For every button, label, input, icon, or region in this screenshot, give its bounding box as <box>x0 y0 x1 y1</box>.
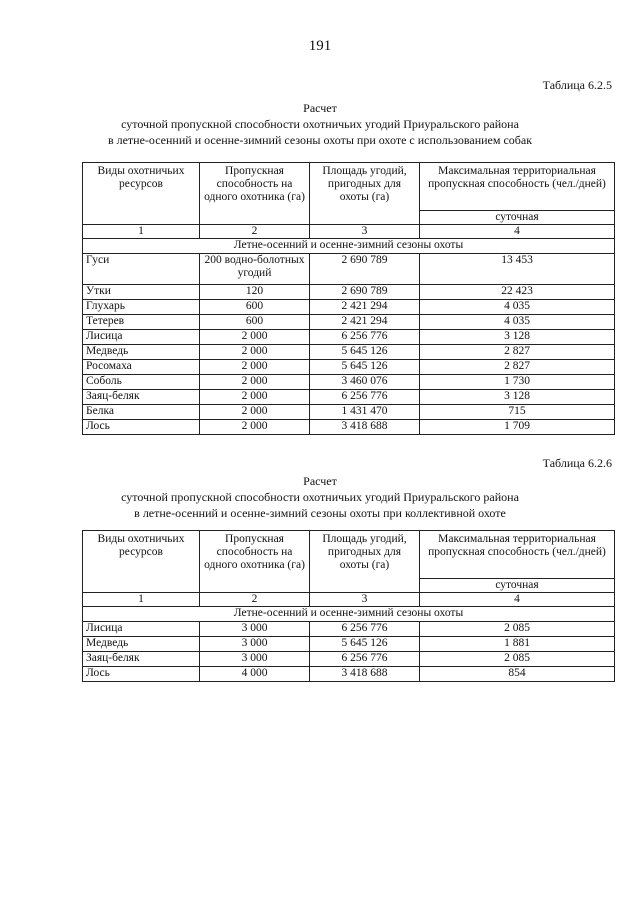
cell-capacity: 2 000 <box>200 420 310 435</box>
cell-species: Тетерев <box>83 315 200 330</box>
data-table <box>82 162 615 435</box>
header-species: Виды охотничьих ресурсов <box>83 531 200 593</box>
cell-capacity: 3 000 <box>200 652 310 667</box>
section-row: Летне-осенний и осенне-зимний сезоны охоты <box>83 607 615 622</box>
caption-line: Расчет <box>303 474 337 488</box>
cell-species: Лисица <box>83 330 200 345</box>
col-number: 3 <box>310 593 420 607</box>
cell-species: Белка <box>83 405 200 420</box>
cell-area: 1 431 470 <box>310 405 420 420</box>
cell-max: 2 827 <box>420 345 615 360</box>
table-row <box>83 330 615 345</box>
cell-max: 2 085 <box>420 622 615 637</box>
table-row <box>83 375 615 390</box>
cell-area: 3 460 076 <box>310 375 420 390</box>
cell-area: 2 690 789 <box>310 285 420 300</box>
cell-area: 6 256 776 <box>310 390 420 405</box>
header-area: Площадь угодий, пригодных для охоты (га) <box>310 163 420 225</box>
cell-capacity: 2 000 <box>200 345 310 360</box>
cell-species: Гуси <box>83 254 200 285</box>
table-row <box>83 420 615 435</box>
table-label: Таблица 6.2.6 <box>542 456 612 470</box>
cell-area: 3 418 688 <box>310 667 420 682</box>
cell-capacity: 2 000 <box>200 405 310 420</box>
table-row <box>83 637 615 652</box>
header-max: Максимальная территориальная пропускная способность (чел./дней) <box>420 531 615 579</box>
cell-species: Лось <box>83 667 200 682</box>
table-row <box>83 405 615 420</box>
table-row <box>83 667 615 682</box>
header-max-sub: суточная <box>420 579 615 593</box>
cell-capacity: 4 000 <box>200 667 310 682</box>
cell-capacity: 2 000 <box>200 330 310 345</box>
col-number: 1 <box>83 225 200 239</box>
table-row <box>83 254 615 285</box>
cell-capacity: 120 <box>200 285 310 300</box>
cell-max: 22 423 <box>420 285 615 300</box>
cell-capacity: 3 000 <box>200 622 310 637</box>
page-number: 191 <box>308 38 332 54</box>
table-row <box>83 360 615 375</box>
table-row <box>83 300 615 315</box>
cell-max: 13 453 <box>420 254 615 285</box>
col-number: 4 <box>420 593 615 607</box>
cell-species: Утки <box>83 285 200 300</box>
table-caption <box>0 100 640 148</box>
table-row <box>83 285 615 300</box>
header-max-sub: суточная <box>420 211 615 225</box>
caption-line: суточной пропускной способности охотничьих угодий Приуральского района <box>121 117 519 131</box>
col-number: 4 <box>420 225 615 239</box>
header-capacity: Пропускная способность на одного охотника (га) <box>200 531 310 593</box>
section-row: Летне-осенний и осенне-зимний сезоны охоты <box>83 239 615 254</box>
cell-max: 1 730 <box>420 375 615 390</box>
cell-max: 2 827 <box>420 360 615 375</box>
col-number: 1 <box>83 593 200 607</box>
cell-species: Заяц-беляк <box>83 652 200 667</box>
cell-max: 4 035 <box>420 300 615 315</box>
cell-species: Заяц-беляк <box>83 390 200 405</box>
caption-line: Расчет <box>303 101 337 115</box>
header-capacity: Пропускная способность на одного охотника (га) <box>200 163 310 225</box>
caption-line: в летне-осенний и осенне-зимний сезоны охоты при коллективной охоте <box>134 506 506 520</box>
cell-max: 3 128 <box>420 330 615 345</box>
cell-area: 5 645 126 <box>310 345 420 360</box>
data-table <box>82 530 615 682</box>
cell-species: Росомаха <box>83 360 200 375</box>
header-area: Площадь угодий, пригодных для охоты (га) <box>310 531 420 593</box>
cell-max: 715 <box>420 405 615 420</box>
cell-area: 2 421 294 <box>310 315 420 330</box>
cell-capacity: 600 <box>200 300 310 315</box>
cell-species: Лось <box>83 420 200 435</box>
cell-species: Соболь <box>83 375 200 390</box>
cell-capacity: 2 000 <box>200 360 310 375</box>
cell-max: 1 709 <box>420 420 615 435</box>
cell-capacity: 3 000 <box>200 637 310 652</box>
caption-line: в летне-осенний и осенне-зимний сезоны охоты при охоте с использованием собак <box>107 133 533 147</box>
cell-capacity: 200 водно-болотных угодий <box>200 254 310 285</box>
table-row <box>83 390 615 405</box>
cell-species: Медведь <box>83 637 200 652</box>
cell-max: 4 035 <box>420 315 615 330</box>
cell-capacity: 600 <box>200 315 310 330</box>
cell-capacity: 2 000 <box>200 375 310 390</box>
table-row <box>83 315 615 330</box>
table-row <box>83 652 615 667</box>
cell-area: 2 690 789 <box>310 254 420 285</box>
table-row <box>83 345 615 360</box>
col-number: 2 <box>200 593 310 607</box>
cell-area: 2 421 294 <box>310 300 420 315</box>
cell-species: Глухарь <box>83 300 200 315</box>
cell-area: 6 256 776 <box>310 652 420 667</box>
cell-max: 3 128 <box>420 390 615 405</box>
cell-max: 1 881 <box>420 637 615 652</box>
cell-max: 854 <box>420 667 615 682</box>
caption-line: суточной пропускной способности охотничьих угодий Приуральского района <box>121 490 519 504</box>
table-row <box>83 622 615 637</box>
col-number: 3 <box>310 225 420 239</box>
cell-species: Лисица <box>83 622 200 637</box>
cell-capacity: 2 000 <box>200 390 310 405</box>
cell-species: Медведь <box>83 345 200 360</box>
header-species: Виды охотничьих ресурсов <box>83 163 200 225</box>
cell-area: 6 256 776 <box>310 330 420 345</box>
cell-area: 5 645 126 <box>310 360 420 375</box>
cell-max: 2 085 <box>420 652 615 667</box>
cell-area: 3 418 688 <box>310 420 420 435</box>
col-number: 2 <box>200 225 310 239</box>
cell-area: 5 645 126 <box>310 637 420 652</box>
table-caption <box>0 473 640 521</box>
header-max: Максимальная территориальная пропускная способность (чел./дней) <box>420 163 615 211</box>
cell-area: 6 256 776 <box>310 622 420 637</box>
table-label: Таблица 6.2.5 <box>542 78 612 92</box>
